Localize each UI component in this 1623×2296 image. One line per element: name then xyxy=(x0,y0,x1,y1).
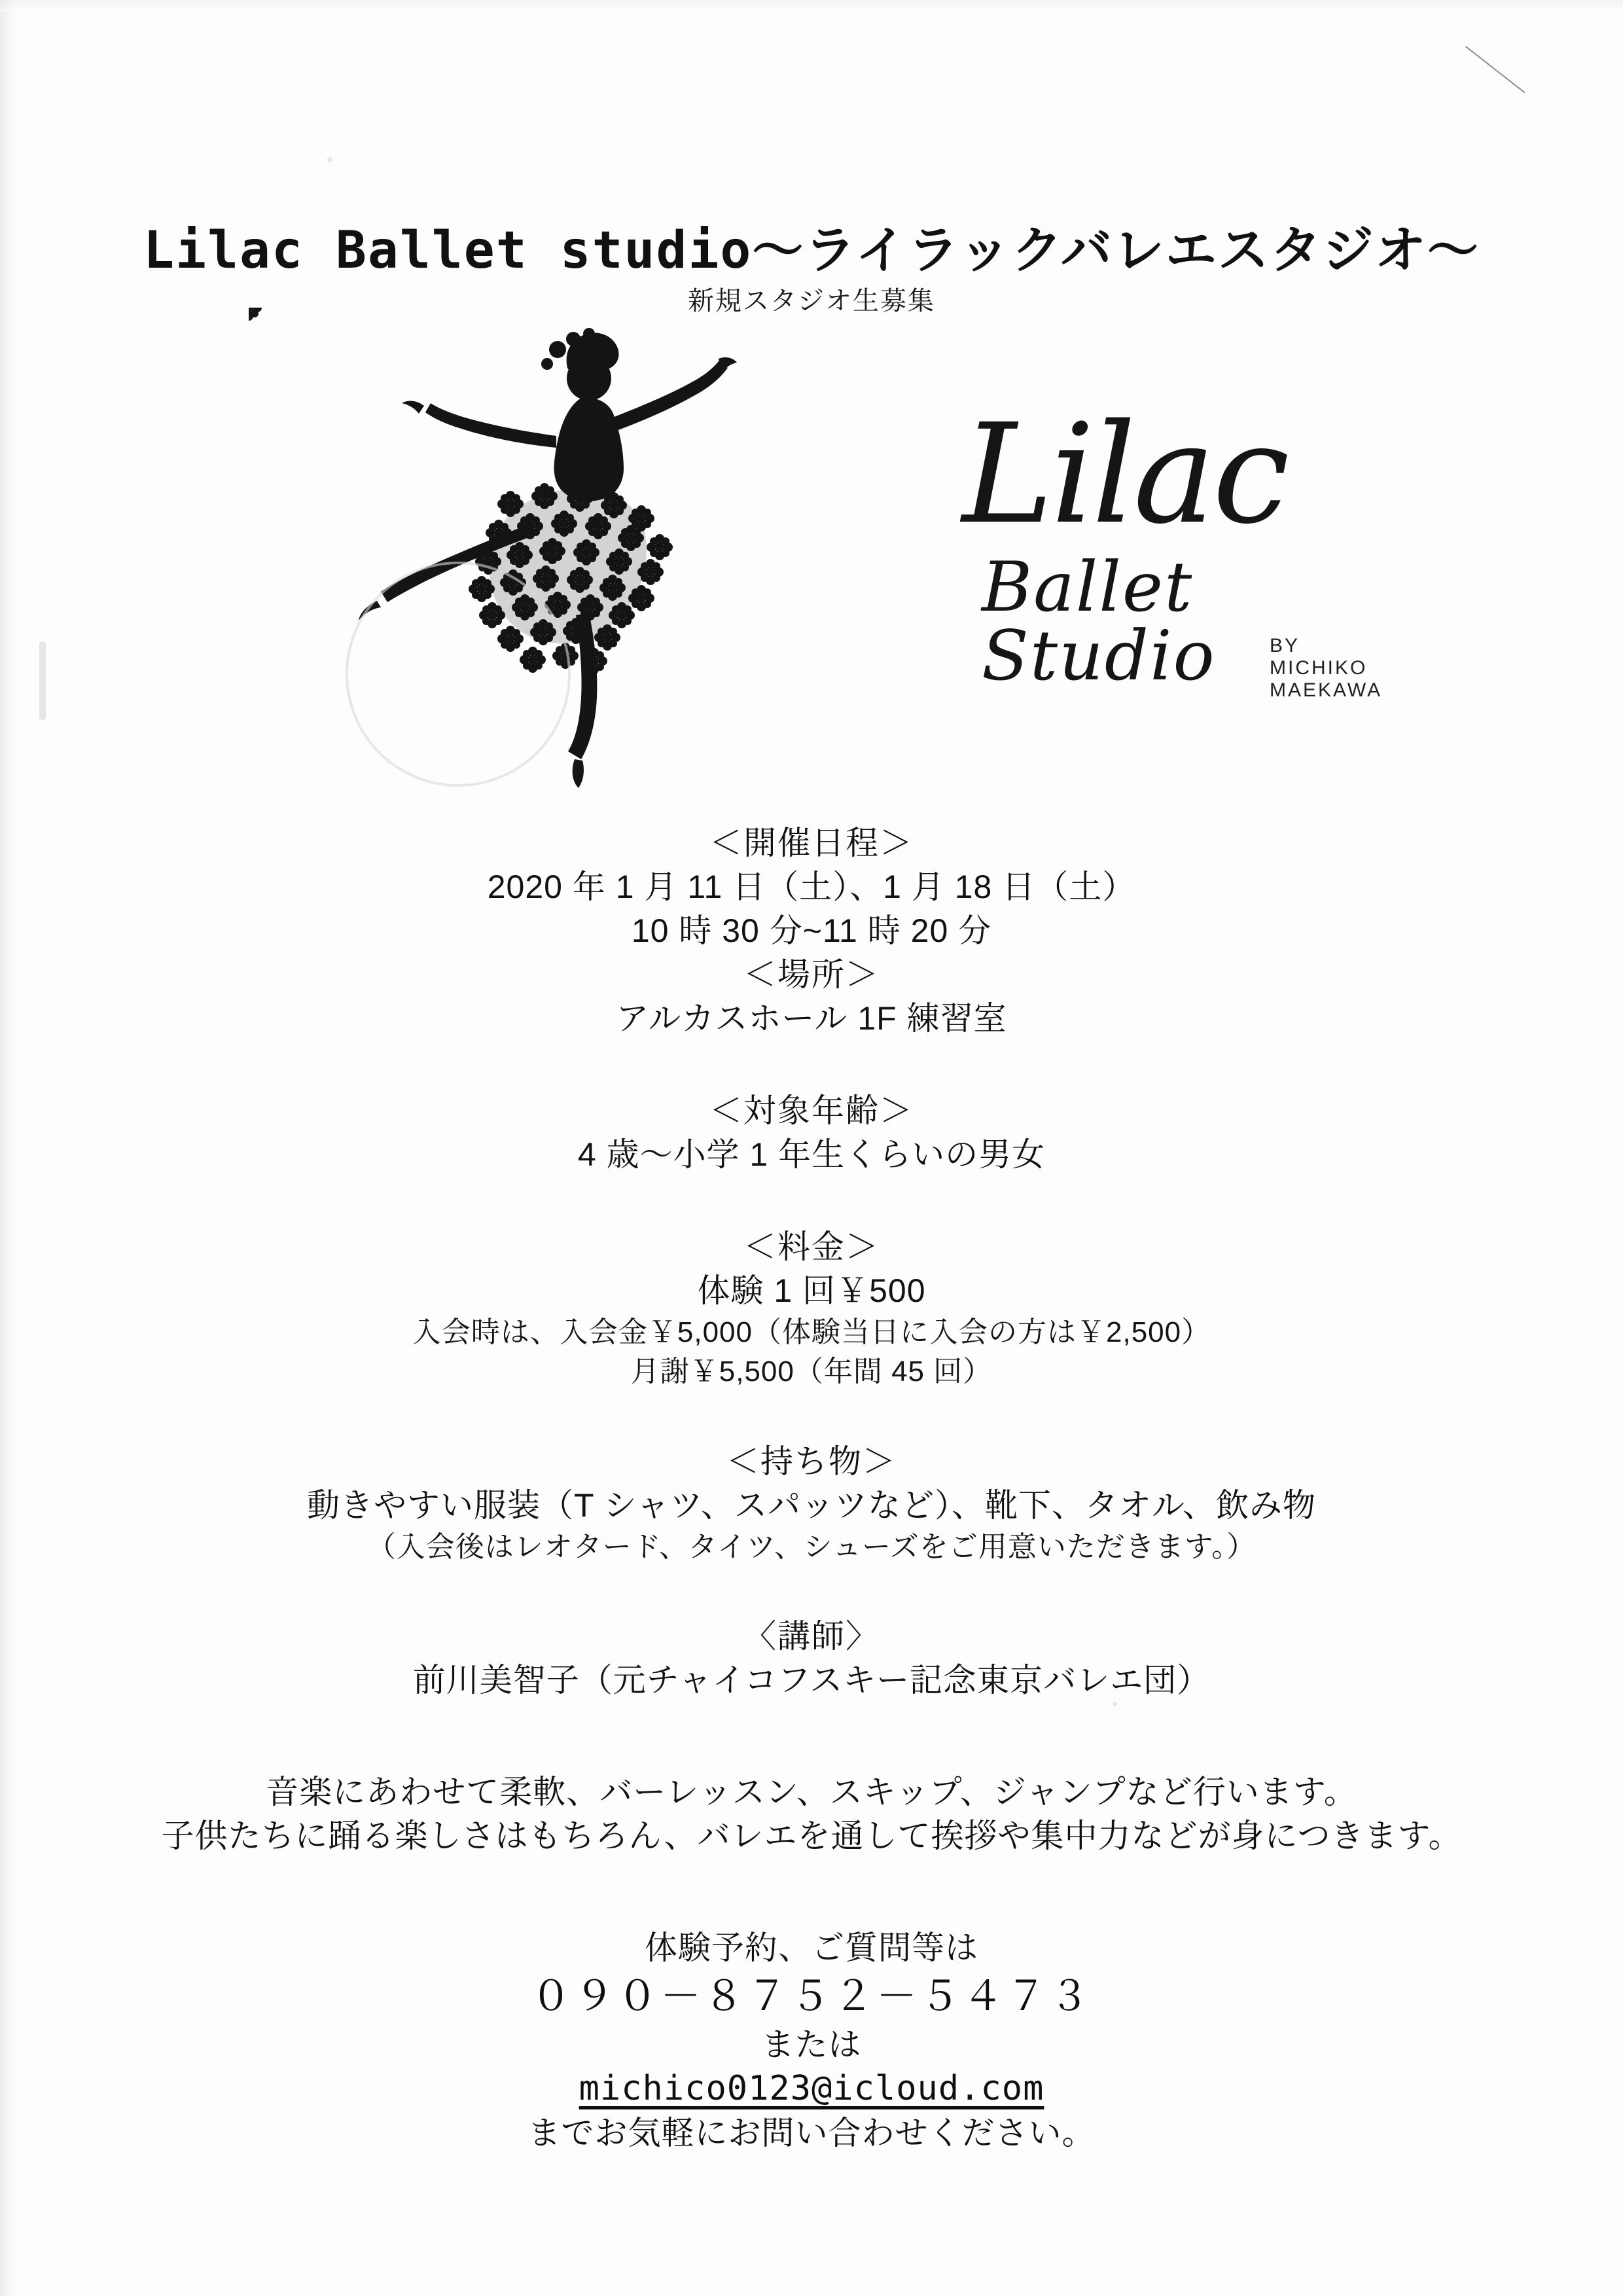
contact-phone[interactable]: ０９０－８７５２－５４７３ xyxy=(530,1972,1092,2020)
section-schedule xyxy=(0,821,1623,953)
scan-top-artifact xyxy=(0,0,1623,12)
section-line: 入会時は、入会金￥5,000（体験当日に入会の方は￥2,500） xyxy=(412,1316,1211,1348)
logo-wordmark: Lilac xyxy=(962,394,1287,554)
section-line: 2020 年 1 月 11 日（土）、1 月 18 日（土） xyxy=(487,869,1136,905)
section-title: ＜持ち物＞ xyxy=(726,1443,897,1480)
section-line: 月謝￥5,500（年間 45 回） xyxy=(630,1355,993,1388)
description-line: 音楽にあわせて柔軟、バーレッスン、スキップ、ジャンプなど行います。 xyxy=(266,1774,1357,1811)
section-line: 動きやすい服装（T シャツ、スパッツなど）、靴下、タオル、飲み物 xyxy=(306,1486,1317,1524)
section-title: ＜料金＞ xyxy=(743,1229,880,1265)
section-instructor xyxy=(0,1615,1623,1702)
section-items xyxy=(0,1440,1623,1567)
page-title: Lilac Ballet studio～ライラックバレエスタジオ～ xyxy=(143,221,1480,280)
flyer-body xyxy=(0,821,1623,2155)
section-line: 前川美智子（元チャイコフスキー記念東京バレエ団） xyxy=(412,1662,1211,1699)
logo-sub-wordmark: Ballet Studio xyxy=(982,547,1216,696)
section-age xyxy=(0,1089,1623,1177)
section-line: アルカスホール 1F 練習室 xyxy=(616,1000,1007,1037)
description-line: 子供たちに踊る楽しさはもちろん、バレエを通して挨拶や集中力などが身につきます。 xyxy=(161,1818,1462,1855)
section-description xyxy=(0,1770,1623,1858)
section-contact xyxy=(0,1926,1623,2155)
logo-byline: BY MICHIKO MAEKAWA xyxy=(1270,635,1383,701)
section-line: （入会後はレオタード、タイツ、シューズをご用意いただきます。） xyxy=(366,1530,1257,1563)
page-subtitle: 新規スタジオ生募集 xyxy=(688,287,935,315)
contact-or: または xyxy=(761,2026,862,2064)
scan-corner-mark xyxy=(1466,46,1544,105)
scan-smudge xyxy=(39,641,46,720)
contact-email[interactable]: michico0123@icloud.com xyxy=(579,2069,1044,2109)
section-title: ＜開催日程＞ xyxy=(709,825,914,861)
section-fees xyxy=(0,1225,1623,1391)
scan-speck xyxy=(327,157,332,162)
section-line: 4 歳～小学 1 年生くらいの男女 xyxy=(577,1136,1046,1173)
contact-lead: 体験予約、ご質問等は xyxy=(645,1929,978,1967)
contact-closing: までお気軽にお問い合わせください。 xyxy=(527,2114,1096,2151)
artwork-block xyxy=(249,308,1383,805)
ballerina-silhouette-icon xyxy=(249,308,969,805)
section-line: 10 時 30 分~11 時 20 分 xyxy=(631,912,992,949)
section-title: 〈講師〉 xyxy=(743,1618,880,1655)
section-venue xyxy=(0,953,1623,1041)
section-title: ＜対象年齢＞ xyxy=(709,1092,914,1129)
section-title: ＜場所＞ xyxy=(743,956,880,993)
section-line: 体験 1 回￥500 xyxy=(697,1272,926,1309)
